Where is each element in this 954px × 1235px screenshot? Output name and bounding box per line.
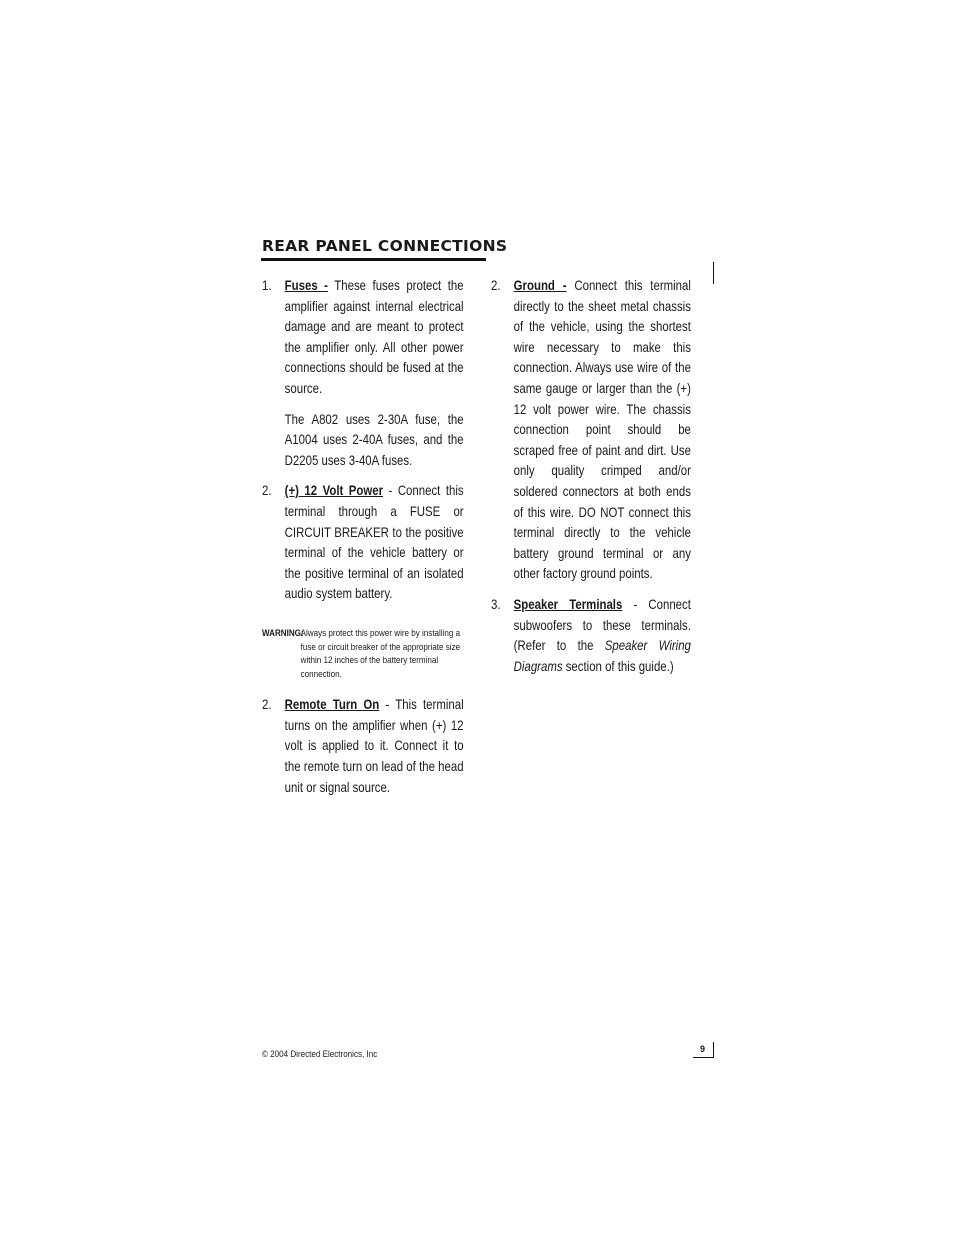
- item-speaker: [491, 595, 691, 677]
- title-underline: [261, 258, 486, 261]
- item-reference: Speaker Wiring Diagrams: [513, 638, 691, 674]
- item-term: Fuses -: [284, 278, 328, 293]
- column-divider-mark: [713, 262, 714, 284]
- right-column: [491, 276, 691, 687]
- item-term: Ground -: [513, 278, 567, 293]
- item-fuses: [262, 276, 464, 471]
- item-note: The A802 uses 2-30A fuse, the A1004 uses 2-40A fuses, and the D2205 uses 3-40A fuses.: [284, 411, 464, 468]
- item-body: - Connect this terminal through a FUSE or CIRCUIT BREAKER to the positive terminal of the vehicle battery or the positive terminal of an isolated audio system battery.: [284, 483, 464, 602]
- item-number: 2.: [262, 483, 272, 499]
- item-body: - Connect subwoofers to these terminals. (Refer to the: [513, 596, 691, 654]
- item-body-end: section of this guide.): [562, 658, 674, 674]
- item-body: - This terminal turns on the amplifier when (+) 12 volt is applied to it. Connect it to the remote turn on lead of the head unit or signal source.: [284, 697, 464, 795]
- item-term: Speaker Terminals: [513, 596, 623, 612]
- item-text: [285, 481, 464, 605]
- item-term: (+) 12 Volt Power: [284, 483, 384, 499]
- item-body: Connect this terminal directly to the sheet metal chassis of the vehicle, using the shortest wire necessary to make this connection. Always use wire of the same gauge or larger than the (+) 12 volt power wire. The chassis connection point should be scraped free of paint and dirt. Use only quality crimped and/or soldered connectors at both ends of this wire. DO NOT connect this terminal directly to the vehicle battery ground terminal or any other factory ground points.: [513, 278, 691, 582]
- item-number: 2.: [262, 697, 272, 713]
- copyright-notice: © 2004 Directed Electronics, Inc: [262, 1049, 378, 1060]
- page-title: REAR PANEL CONNECTIONS: [262, 237, 508, 255]
- page-number: 9: [700, 1044, 706, 1054]
- warning-note: [262, 627, 464, 681]
- item-text: [514, 276, 691, 585]
- item-text: [285, 695, 464, 798]
- item-number: 3.: [491, 596, 501, 612]
- item-text: [514, 595, 691, 677]
- item-power: [262, 481, 464, 605]
- item-number: 2.: [491, 278, 501, 293]
- page-number-bracket-horizontal: [693, 1057, 714, 1058]
- warning-label: WARNING:: [262, 627, 304, 639]
- item-remote: [262, 695, 464, 798]
- item-body: These fuses protect the amplifier against internal electrical damage and are meant to protect the amplifier only. All other power connections should be fused at the source.: [284, 278, 464, 396]
- item-ground: [491, 276, 691, 585]
- left-column: [262, 276, 464, 808]
- item-term: Remote Turn On: [284, 697, 380, 713]
- warning-text: Always protect this power wire by installing a fuse or circuit breaker of the appropriate size within 12 inches of the battery terminal connection.: [300, 627, 461, 680]
- item-number: 1.: [262, 278, 272, 293]
- page-number-bracket-vertical: [713, 1042, 714, 1058]
- item-text: [285, 276, 464, 400]
